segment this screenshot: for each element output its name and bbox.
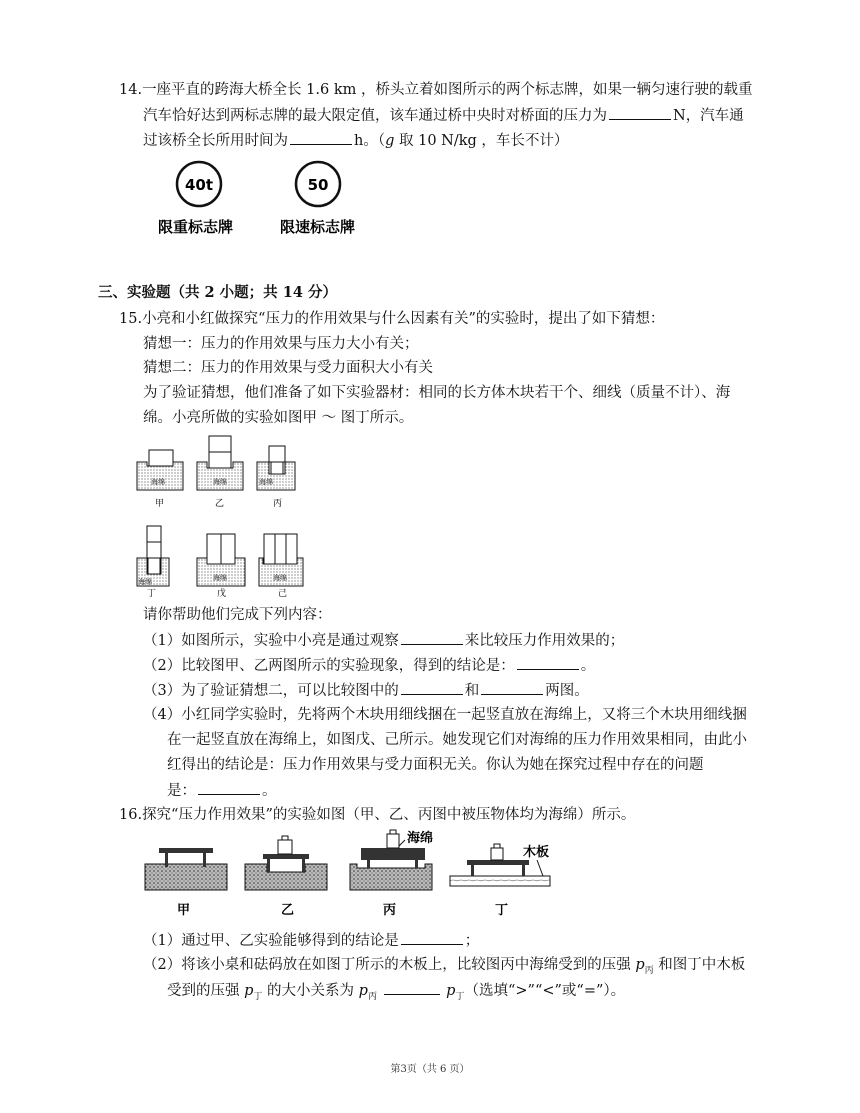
answer-blank-15-3a[interactable] — [401, 680, 463, 695]
fig15-ji — [259, 534, 303, 599]
svg-text:乙: 乙 — [281, 903, 295, 918]
p-symbol: p — [244, 983, 254, 999]
p-symbol: p — [358, 983, 368, 999]
svg-text:甲: 甲 — [177, 903, 191, 918]
g-symbol: g — [385, 133, 395, 149]
q15-sub-4-line-4 — [167, 780, 277, 801]
q14-text-3a: 过该桥全长所用时间为 — [143, 133, 288, 149]
q15-experiment-figure — [135, 436, 305, 599]
q14-text-2b: N，汽车通 — [673, 108, 744, 124]
q14-line-2 — [143, 105, 744, 126]
q15-sub-2a: （2）比较图甲、乙两图所示的实验现象，得到的结论是： — [143, 658, 515, 674]
svg-text:戊: 戊 — [217, 589, 227, 599]
q15-sub-3b: 和 — [464, 683, 480, 699]
svg-text:海绵: 海绵 — [273, 574, 287, 582]
q15-sub-1b: 来比较压力作用效果的； — [464, 633, 625, 649]
q16-number: 16. — [119, 807, 143, 823]
q14-text-3c: 取 10 N/kg ，车长不计） — [394, 133, 569, 149]
p-ding-subscript: 丁 — [455, 991, 465, 1002]
p-bing-subscript: 丙 — [644, 965, 654, 976]
q16-sub-2-1a: （2）将该小桌和砝码放在如图丁所示的木板上，比较图丙中海绵受到的压强 — [143, 957, 636, 973]
svg-text:海绵: 海绵 — [407, 831, 434, 846]
fig15-wu — [197, 534, 245, 599]
q15-sub-3 — [143, 680, 589, 701]
weight-limit-sign-text: 40t — [184, 176, 214, 194]
svg-text:海绵: 海绵 — [138, 578, 152, 586]
q15-prompt: 请你帮助他们完成下列内容： — [143, 607, 332, 623]
speed-limit-caption: 限速标志牌 — [280, 218, 356, 236]
q16-sub-2-2a: 受到的压强 — [167, 983, 245, 999]
q14-line-1 — [119, 80, 752, 100]
fig15-yi — [197, 436, 243, 509]
q15-sub-4-line-2: 在一起竖直放在海绵上，如图戊、己所示。她发现它们对海绵的压力作用效果相同，由此小 — [167, 732, 747, 748]
q15-guess-1: 猜想一：压力的作用效果与压力大小有关； — [143, 336, 419, 352]
q15-sub-4-line-1: （4）小红同学实验时，先将两个木块用细线捆在一起竖直放在海绵上，又将三个木块用细线捆 — [143, 707, 747, 723]
answer-blank-15-1[interactable] — [401, 630, 463, 645]
fig15-jia — [137, 450, 183, 509]
q16-sub-2-2c: （选填“>”“<”或“=”）。 — [464, 983, 626, 999]
svg-text:甲: 甲 — [155, 499, 165, 509]
q15-line-1 — [119, 309, 664, 329]
q15-number: 15. — [119, 311, 143, 327]
q14-line-3 — [143, 130, 568, 151]
q15-sub-4-4a: 是： — [167, 783, 196, 799]
svg-text:丁: 丁 — [495, 903, 509, 918]
weight-limit-caption: 限重标志牌 — [158, 218, 234, 236]
fig16-bing — [350, 830, 433, 918]
fig15-bing — [257, 446, 295, 509]
fig16-ding — [450, 844, 550, 918]
answer-blank-force[interactable] — [609, 105, 671, 120]
q15-sub-4-line-3: 红得出的结论是：压力作用效果与受力面积无关。你认为她在探究过程中存在的问题 — [167, 757, 704, 773]
p-bing-subscript: 丙 — [367, 991, 377, 1002]
p-ding-subscript: 丁 — [253, 991, 263, 1002]
q16-sub-1 — [143, 930, 479, 951]
section-title: 三、实验题（共 2 小题；共 14 分） — [98, 284, 337, 301]
q14-text-3b: h。（ — [354, 133, 386, 149]
answer-blank-15-2[interactable] — [517, 655, 579, 670]
q14-text-1: 一座平直的跨海大桥全长 1.6 km ，桥头立着如图所示的两个标志牌，如果一辆匀速行驶的载重 — [142, 82, 753, 98]
q16-sub-2-1b: 和图丁中木板 — [653, 957, 746, 973]
fig16-jia — [145, 848, 227, 918]
q15-sub-3a: （3）为了验证猜想二，可以比较图中的 — [143, 683, 399, 699]
fig16-yi — [245, 836, 327, 918]
svg-text:丙: 丙 — [273, 499, 283, 509]
speed-limit-sign-text: 50 — [307, 176, 329, 194]
q16-sub-2-line-2 — [167, 980, 625, 1007]
svg-text:己: 己 — [278, 589, 288, 599]
q15-sub-1 — [143, 630, 624, 651]
svg-text:木板: 木板 — [523, 845, 550, 860]
q15-sub-1a: （1）如图所示，实验中小亮是通过观察 — [143, 633, 399, 649]
q15-sub-2 — [143, 655, 595, 676]
q16-experiment-figure — [145, 830, 565, 925]
q15-sub-4-4b: 。 — [262, 783, 277, 799]
svg-text:海绵: 海绵 — [259, 478, 273, 486]
q16-sub-2-2b: 的大小关系为 — [262, 983, 359, 999]
q15-sub-2b: 。 — [580, 658, 596, 674]
q15-line-4: 为了验证猜想，他们准备了如下实验器材：相同的长方体木块若干个、细线（质量不计）、海 — [143, 385, 731, 401]
fig15-ding — [137, 526, 169, 599]
answer-blank-16-1[interactable] — [401, 930, 463, 945]
q14-number: 14. — [119, 82, 143, 98]
svg-text:海绵: 海绵 — [151, 478, 165, 486]
q16-text-1: 探究“压力作用效果”的实验如图（甲、乙、丙图中被压物体均为海绵）所示。 — [142, 807, 636, 823]
svg-text:海绵: 海绵 — [213, 478, 227, 486]
q16-sub-1a: （1）通过甲、乙实验能够得到的结论是 — [143, 933, 399, 949]
q14-text-2a: 汽车恰好达到两标志牌的最大限定值，该车通过桥中央时对桥面的压力为 — [143, 108, 607, 124]
answer-blank-15-4[interactable] — [198, 780, 260, 795]
q15-guess-2: 猜想二：压力的作用效果与受力面积大小有关 — [143, 360, 433, 376]
p-symbol: p — [635, 957, 645, 973]
q16-sub-1b: ； — [464, 933, 480, 949]
q15-text-1: 小亮和小红做探究“压力的作用效果与什么因素有关”的实验时，提出了如下猜想： — [142, 311, 665, 327]
answer-blank-15-3b[interactable] — [481, 680, 543, 695]
svg-text:乙: 乙 — [215, 499, 225, 509]
q15-line-5: 绵。小亮所做的实验如图甲 ～ 图丁所示。 — [143, 410, 414, 426]
answer-blank-16-2[interactable] — [384, 980, 440, 995]
svg-text:海绵: 海绵 — [213, 574, 227, 582]
traffic-signs-figure — [158, 160, 370, 245]
q16-sub-2-line-1 — [143, 955, 745, 981]
answer-blank-time[interactable] — [290, 130, 352, 145]
svg-text:丁: 丁 — [147, 589, 157, 599]
p-symbol: p — [446, 983, 456, 999]
svg-text:丙: 丙 — [383, 903, 397, 918]
q15-sub-3c: 两图。 — [545, 683, 589, 699]
page-footer: 第3页（共 6 页） — [390, 1064, 470, 1075]
q16-line-1 — [119, 805, 635, 825]
